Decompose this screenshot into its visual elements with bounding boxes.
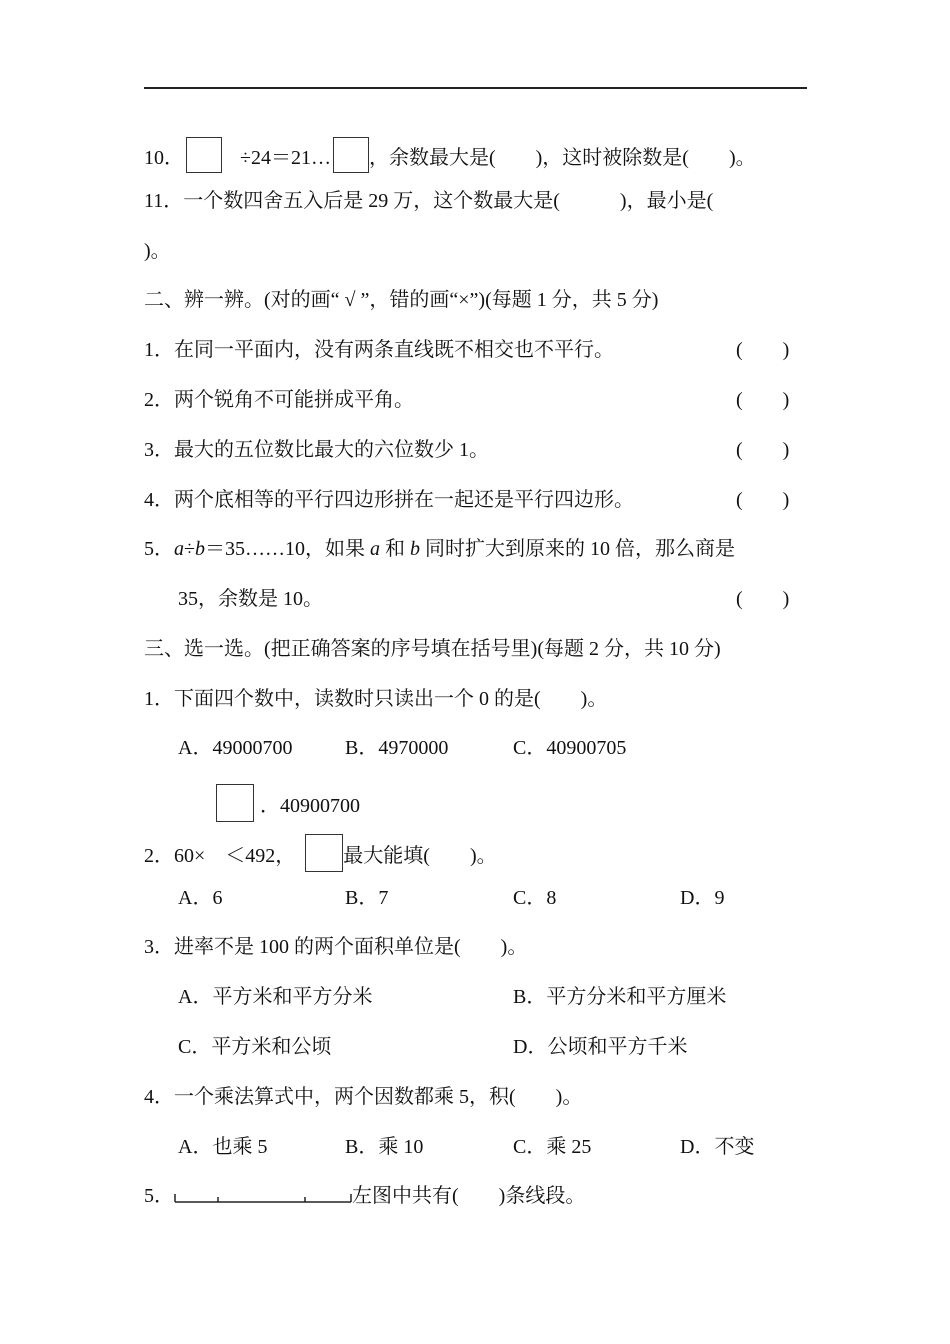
answer-paren[interactable]: ( ) — [736, 588, 790, 610]
question-number: 5． — [144, 1185, 174, 1207]
option-d[interactable] — [216, 784, 360, 822]
question-text: ＝35……10，如果 — [204, 538, 370, 560]
variable-b: b — [194, 538, 205, 560]
question-11: 11．一个数四舍五入后是 29 万，这个数最大是( )，最小是( — [144, 190, 714, 212]
option-a[interactable]: A．平方米和平方分米 — [178, 986, 373, 1008]
answer-paren[interactable]: ( ) — [736, 339, 790, 361]
question-text: 最大能填( )。 — [343, 845, 497, 867]
option-a[interactable]: A．也乘 5 — [178, 1136, 268, 1158]
answer-box[interactable] — [333, 137, 369, 173]
choice-question-5 — [144, 1182, 585, 1210]
answer-box[interactable] — [305, 834, 343, 872]
question-text: 同时扩大到原来的 10 倍，那么商是 — [419, 538, 735, 560]
question-number: 10． — [144, 147, 184, 169]
judge-item-4: 4．两个底相等的平行四边形拼在一起还是平行四边形。 — [144, 489, 634, 511]
question-text: 左图中共有( )条线段。 — [352, 1185, 586, 1207]
line-segment-figure — [174, 1186, 352, 1206]
option-b[interactable]: B．4970000 — [345, 737, 449, 759]
judge-item-1: 1．在同一平面内，没有两条直线既不相交也不平行。 — [144, 339, 614, 361]
question-text: ÷ — [184, 538, 195, 560]
option-d[interactable]: D．公顷和平方千米 — [513, 1036, 688, 1058]
variable-b: b — [409, 538, 420, 560]
option-a[interactable]: A．6 — [178, 887, 223, 909]
question-11-continued: )。 — [144, 240, 171, 262]
option-c[interactable]: C．平方米和公顷 — [178, 1036, 332, 1058]
choice-question-3: 3．进率不是 100 的两个面积单位是( )。 — [144, 936, 528, 958]
answer-box[interactable] — [186, 137, 222, 173]
variable-a: a — [369, 538, 380, 560]
option-c[interactable]: C．40900705 — [513, 737, 627, 759]
judge-item-5 — [144, 535, 735, 563]
answer-paren[interactable]: ( ) — [736, 439, 790, 461]
question-text: 和 — [379, 538, 410, 560]
header-rule — [144, 87, 807, 89]
choice-question-1: 1．下面四个数中，读数时只读出一个 0 的是( )。 — [144, 688, 608, 710]
answer-box — [216, 784, 254, 822]
question-number: 5． — [144, 538, 174, 560]
variable-a: a — [174, 538, 184, 560]
option-b[interactable]: B．7 — [345, 887, 389, 909]
judge-item-5-continued: 35，余数是 10。 — [178, 588, 323, 610]
option-a[interactable]: A．49000700 — [178, 737, 293, 759]
section-2-title: 二、辨一辨。(对的画“ √ ”，错的画“×”)(每题 1 分，共 5 分) — [144, 289, 659, 311]
answer-paren[interactable]: ( ) — [736, 389, 790, 411]
question-text: ÷24＝21… — [240, 147, 331, 169]
option-b[interactable]: B．平方分米和平方厘米 — [513, 986, 727, 1008]
option-d[interactable]: D．不变 — [680, 1136, 755, 1158]
choice-question-4: 4．一个乘法算式中，两个因数都乘 5，积( )。 — [144, 1086, 583, 1108]
section-3-title: 三、选一选。(把正确答案的序号填在括号里)(每题 2 分，共 10 分) — [144, 638, 721, 660]
judge-item-2: 2．两个锐角不可能拼成平角。 — [144, 389, 414, 411]
answer-paren[interactable]: ( ) — [736, 489, 790, 511]
question-text: 2．60× ＜492， — [144, 845, 296, 867]
judge-item-3: 3．最大的五位数比最大的六位数少 1。 — [144, 439, 489, 461]
question-10 — [144, 137, 756, 169]
option-c[interactable]: C．8 — [513, 887, 557, 909]
option-c[interactable]: C．乘 25 — [513, 1136, 592, 1158]
option-d-text: ．40900700 — [260, 795, 360, 817]
choice-question-2 — [144, 834, 497, 867]
question-text: ，余数最大是( )，这时被除数是( )。 — [368, 147, 756, 169]
option-d[interactable]: D．9 — [680, 887, 725, 909]
option-b[interactable]: B．乘 10 — [345, 1136, 424, 1158]
